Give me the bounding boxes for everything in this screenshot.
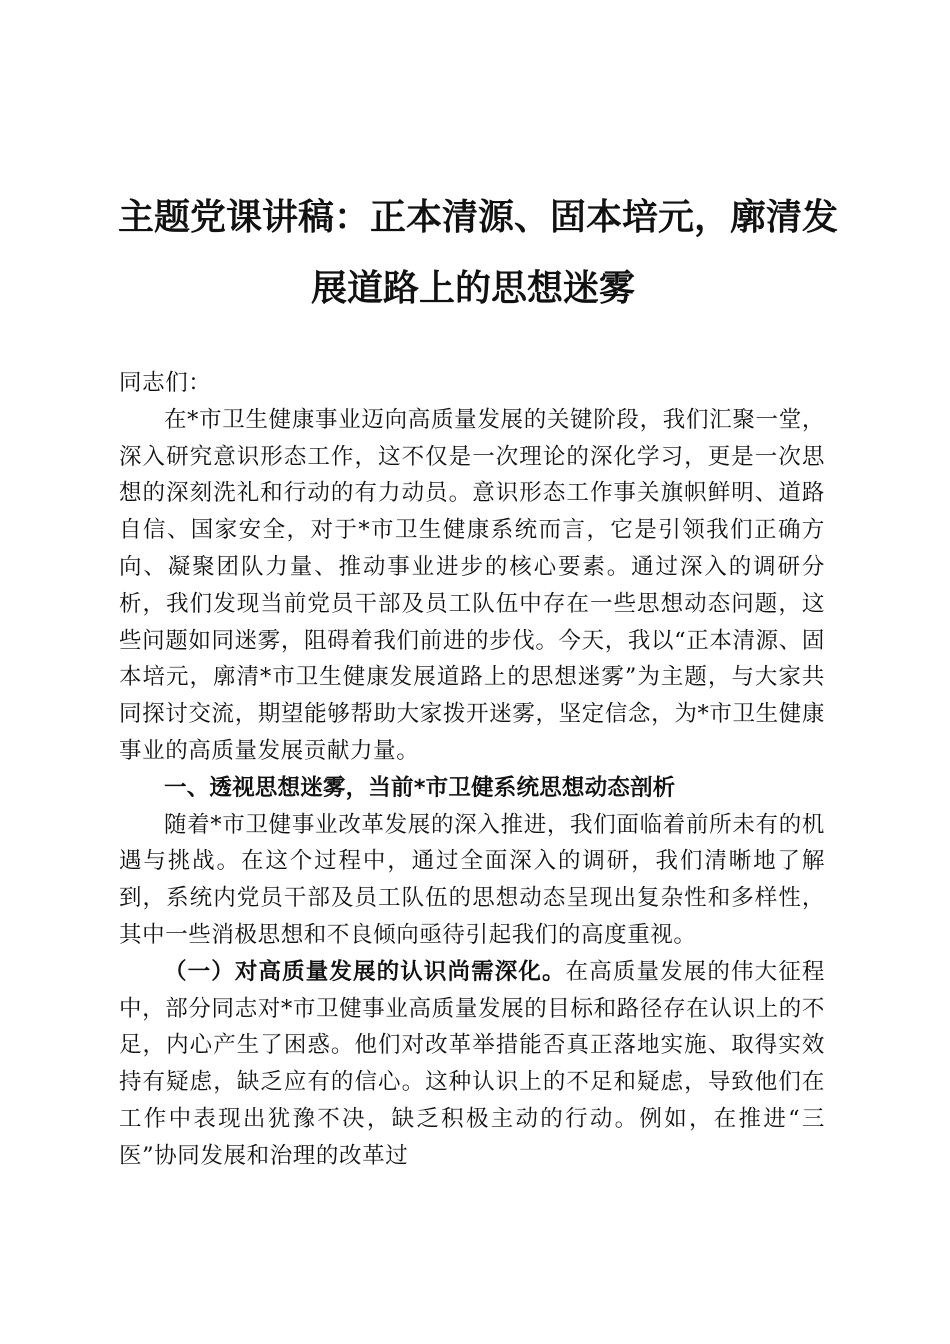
subsection-1-heading: （一）对高质量发展的认识尚需深化。 (164, 958, 566, 985)
salutation: 同志们： (119, 370, 212, 396)
document-body (119, 365, 825, 1175)
subsection-1-text: 在高质量发展的伟大征程中，部分同志对*市卫健事业高质量发展的目标和路径存在认识上的不足，内心产生了困惑。他们对改革举措能否真正落地实施、取得实效持有疑虑，缺乏应有的信心。这种认识上的不足和疑虑，导致他们在工作中表现出犹豫不决，缺乏积极主动的行动。例如，在推进“三医”协同发展和治理的改革过 (119, 958, 825, 1169)
document-title-line-2: 展道路上的思想迷雾 (310, 268, 635, 309)
document-title-line-1: 主题党课讲稿：正本清源、固本培元，廓清发 (118, 197, 839, 238)
section-1-heading: 一、透视思想迷雾，当前*市卫健系统思想动态剖析 (164, 774, 676, 801)
subsection-1-paragraph (119, 954, 825, 1175)
section-1-paragraph: 随着*市卫健事业改革发展的深入推进，我们面临着前所未有的机遇与挑战。在这个过程中，通过全面深入的调研，我们清晰地了解到，系统内党员干部及员工队伍的思想动态呈现出复杂性和多样性，其中一些消极思想和不良倾向亟待引起我们的高度重视。 (119, 811, 825, 948)
intro-paragraph: 在*市卫生健康事业迈向高质量发展的关键阶段，我们汇聚一堂，深入研究意识形态工作，这不仅是一次理论的深化学习，更是一次思想的深刻洗礼和行动的有力动员。意识形态工作事关旗帜鲜明、道路自信、国家安全，对于*市卫生健康系统而言，它是引领我们正确方向、凝聚团队力量、推动事业进步的核心要素。通过深入的调研分析，我们发现当前党员干部及员工队伍中存在一些思想动态问题，这些问题如同迷雾，阻碍着我们前进的步伐。今天，我以“正本清源、固本培元，廓清*市卫生健康发展道路上的思想迷雾”为主题，与大家共同探讨交流，期望能够帮助大家拨开迷雾，坚定信念，为*市卫生健康事业的高质量发展贡献力量。 (119, 406, 825, 764)
